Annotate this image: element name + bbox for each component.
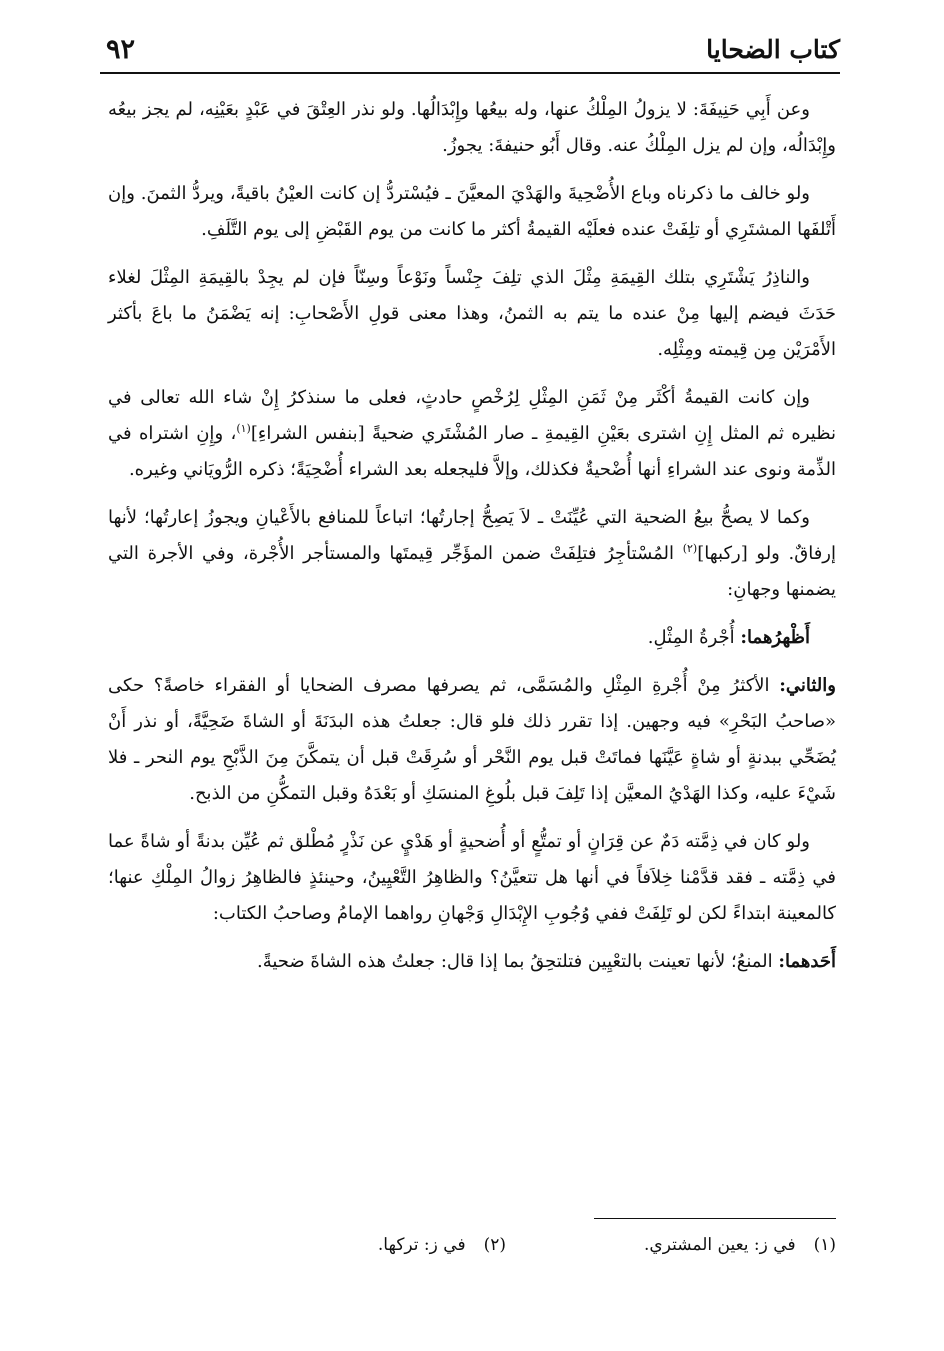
paragraph — [108, 824, 836, 932]
paragraph-text: والناذِرُ يَشْتَرِي بتلك القِيمَةِ مِثْلَ الذي تلِفَ جِنْساً ونَوْعاً وسِنّاً فإن لم يجِدْ بالقِيمَةِ المِثْلَ لغلاء حَدَثَ فيضم إليها مِنْ عنده ما يتم به الثمنُ، وهذا معنى قولِ الأَصْحابِ: إنه يَضْمَنُ ما باعَ بأكثر الأَمْرَيْن مِن قِيمته ومِثْلِه. — [108, 267, 836, 360]
footnote-number: (٢) — [483, 1235, 506, 1255]
paragraph-lead-term: أَظْهرُهما: — [740, 627, 810, 648]
running-title: كتاب الضحايا — [706, 35, 840, 64]
footnote-text: في ز: تركها. — [377, 1235, 466, 1255]
paragraph-text: وكما لا يصحُّ بيعُ الضحية التي عُيِّنَتْ ـ لاَ يَصِحُّ إجارتُها؛ اتباعاً للمنافع بالأَعْيانِ ويجوزُ إعارتُها؛ لأنها إرفاقٌ. ولو [ركبها] — [108, 507, 836, 564]
footnote — [644, 1232, 836, 1258]
paragraph — [108, 260, 836, 368]
paragraph-lead-term: أَحَدهما: — [778, 951, 836, 972]
paragraph — [108, 92, 836, 164]
paragraph — [108, 944, 836, 980]
paragraph — [108, 380, 836, 488]
paragraph-text: ولو كان في ذِمَّته دَمٌ عن قِرَانٍ أو تمتُّعٍ أو أُضحيةٍ أو هَدْيٍ عن نَذْرٍ مُطْلق ثم عُيِّن بدنةً أو شاةً عما في ذِمَّته ـ فقد قدَّمْنا خِلاَفاً في أنها هل تتعيَّنُ؟ والظاهِرُ التَّعْيِينُ، وحينئذٍ فالظاهِرُ زوالُ المِلْكِ عنها؛ كالمعينة ابتداءً لكن لو تَلِفَتْ ففي وُجُوبِ الإِبْدَالِ وَجْهانِ رواهما الإمامُ وصاحبُ الكتاب: — [108, 831, 836, 924]
paragraph-text: الأكثرُ مِنْ أُجْرةِ المِثْلِ والمُسَمَّى، ثم يصرفها مصرف الضحايا أو الفقراء خاصةً؟ حكى «صاحبُ البَحْرِ» فيه وجهين. إذا تقرر ذلك فلو قال: جعلتُ هذه البدَنَةَ أو الشاةَ ضَحِيَّةً، أو نذر أَنْ يُضَحِّي ببدنةٍ أو شاةٍ عَيَّنَها فماتَتْ قبل يوم النَّحْر أو سُرِقَتْ قبل أن يتمكَّنَ مِنَ الذَّبْحِ يوم النحر ـ فلا شَيْءَ عليه، وكذا الهَدْيُ المعيَّن إذا تَلِفَ قبل بلُوغِ المنسَكِ أو بَعْدَهُ وقبل التمكُّنِ من الذبح. — [108, 675, 837, 804]
paragraph — [108, 668, 836, 812]
paragraph-text-continued: المُسْتأجِرُ فتلِفَتْ ضمن المؤَجِّر قِيمتَها والمستأجر الأُجْرة، وفي الأجرة التي يضمنها وجهانِ: — [108, 543, 836, 600]
footnote-rule — [594, 1218, 836, 1219]
footnote-number: (١) — [813, 1235, 836, 1255]
paragraph-text: وإن كانت القيمةُ أكْثَر مِنْ ثَمَنِ المِثْلِ لِرُخْصٍ حادثٍ، فعلى ما سنذكرُ إِنْ شاء الله تعالى في نظيره ثم المثل إِنِ اشترى بعَيْنِ القِيمةِ ـ صار المُشْتَري ضحيةً [بنفس الشراءِ] — [108, 387, 837, 444]
footnote-reference[interactable]: (١) — [236, 422, 251, 435]
paragraph-lead-term: والثاني: — [779, 675, 836, 696]
paragraph-text: أُجْرةُ المِثْلِ. — [647, 627, 741, 648]
paragraph-text-continued: ، وإِنِ اشتراه في الذِّمة ونوى عند الشراءِ أنها أُضْحيةٌ فكذلك، وإلاَّ فليجعله بعد الشراء أُضْحِيَةً؛ ذكره الرُّويَاني وغيره. — [108, 423, 836, 480]
footnote-text: في ز: يعين المشتري. — [644, 1235, 796, 1255]
paragraph — [108, 176, 836, 248]
page-number: ٩٢ — [106, 34, 136, 65]
paragraph-text: ولو خالف ما ذكرناه وباع الأُضْحِيةَ والهَدْيَ المعيَّنَ ـ فيُسْتردُّ إن كانت العيْنُ باقيةً، ويردُّ الثمنَ. وإن أَتْلفَها المشتَرِي أو تلِفَتْ عنده فعلَيْه القيمةُ أكثر ما كانت من يوم القَبْضِ إلى يوم التَّلَفِ. — [108, 183, 836, 240]
footnote — [378, 1232, 506, 1258]
paragraph — [108, 620, 836, 656]
paragraph-text: وعن أَبِي حَنِيفَةَ: لا يزولُ المِلْكُ عنها، وله بيعُها وإِبْدَالُها. ولو نذر العِتْقَ في عَبْدٍ بعَيْنِه، لم يجز بيعُه وإِبْدَالُه، وإن لم يزل المِلْكُ عنه. وقال أَبُو حنيفةَ: يجوزُ. — [108, 99, 836, 156]
paragraph-text: المنعُ؛ لأنها تعينت بالتعْيِين فتلتحِقُ بما إذا قال: جعلتُ هذه الشاةَ ضحيةً. — [256, 951, 779, 972]
page-header — [106, 34, 840, 74]
footnote-reference[interactable]: (٢) — [682, 542, 698, 555]
paragraph — [108, 500, 836, 608]
main-text — [108, 92, 836, 992]
header-rule — [100, 72, 840, 74]
